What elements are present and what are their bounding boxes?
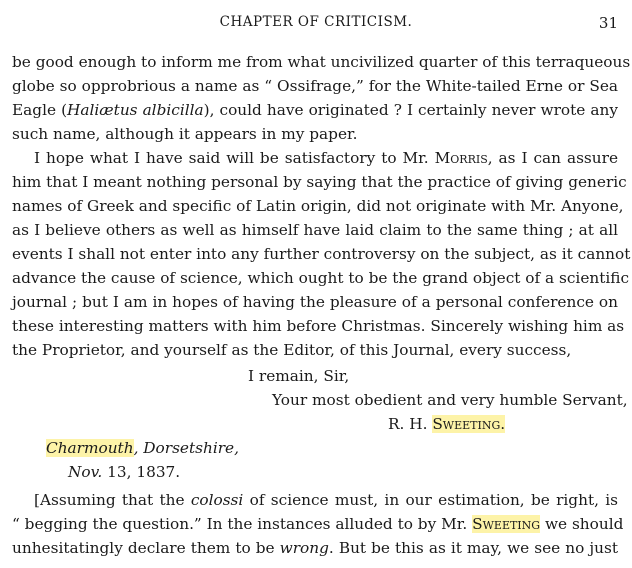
emphasis: colossi (190, 491, 244, 509)
text-span: unhesitatingly declare them to be (12, 539, 280, 557)
text-span: of science must, in our estimation, be right, is (243, 491, 619, 509)
text-line: events I shall not enter into any further controversy on the subject, as it cannot (12, 245, 631, 263)
closing-servant: Your most obedient and very humble Servant, (272, 391, 628, 409)
person-name: Sweeting (472, 515, 541, 533)
text-span: Eagle ( (12, 101, 68, 119)
text-span: , as I can assure (487, 149, 618, 167)
text-span: we should (540, 515, 624, 533)
text-line: journal ; but I am in hopes of having the pleasure of a personal conference on (12, 293, 618, 311)
text-line: be good enough to inform me from what uncivilized quarter of this terraqueous (12, 53, 631, 71)
text-span: [Assuming that the (34, 491, 191, 509)
running-title: CHAPTER OF CRITICISM. (219, 14, 413, 30)
text-line (12, 512, 624, 536)
text-span: ), could have originated ? I certainly never wrote any (203, 101, 618, 119)
date-month: Nov. (68, 463, 103, 481)
address-place (46, 436, 239, 460)
page-number: 31 (598, 14, 618, 32)
species-name: Haliætus albicilla (67, 101, 204, 119)
closing-remain: I remain, Sir, (248, 367, 350, 385)
text-line: these interesting matters with him before Christmas. Sincerely wishing him as (12, 317, 625, 335)
text-line: him that I meant nothing personal by saying that the practice of giving generic (12, 173, 627, 191)
signature-initials: R. H. (388, 415, 433, 433)
text-line: such name, although it appears in my paper. (12, 125, 358, 143)
signature (388, 412, 505, 436)
person-name: Morris (434, 149, 488, 167)
place-name: Charmouth (46, 439, 134, 457)
text-line: as I believe others as well as himself have laid claim to the same thing ; at all (12, 221, 618, 239)
text-line: globe so opprobrious a name as “ Ossifrage,” for the White-tailed Erne or Sea (12, 77, 618, 95)
text-span: . But be this as it may, we see no just (328, 539, 618, 557)
text-line (12, 98, 618, 122)
text-line: advance the cause of science, which ought to be the grand object of a scientific (12, 269, 630, 287)
text-line (12, 488, 618, 512)
text-span: I hope what I have said will be satisfactory to Mr. (34, 149, 435, 167)
text-line: the Proprietor, and yourself as the Editor, of this Journal, every success, (12, 341, 572, 359)
text-span: “ begging the question.” In the instances alluded to by Mr. (12, 515, 473, 533)
address-date (68, 460, 180, 484)
text-line (12, 146, 618, 170)
text-line: names of Greek and specific of Latin origin, did not originate with Mr. Anyone, (12, 197, 624, 215)
signature-name: Sweeting. (432, 415, 506, 433)
date-rest: 13, 1837. (102, 463, 181, 481)
county-name: , Dorsetshire, (133, 439, 239, 457)
page-header (0, 14, 632, 38)
emphasis: wrong (279, 539, 329, 557)
text-line (12, 536, 618, 560)
